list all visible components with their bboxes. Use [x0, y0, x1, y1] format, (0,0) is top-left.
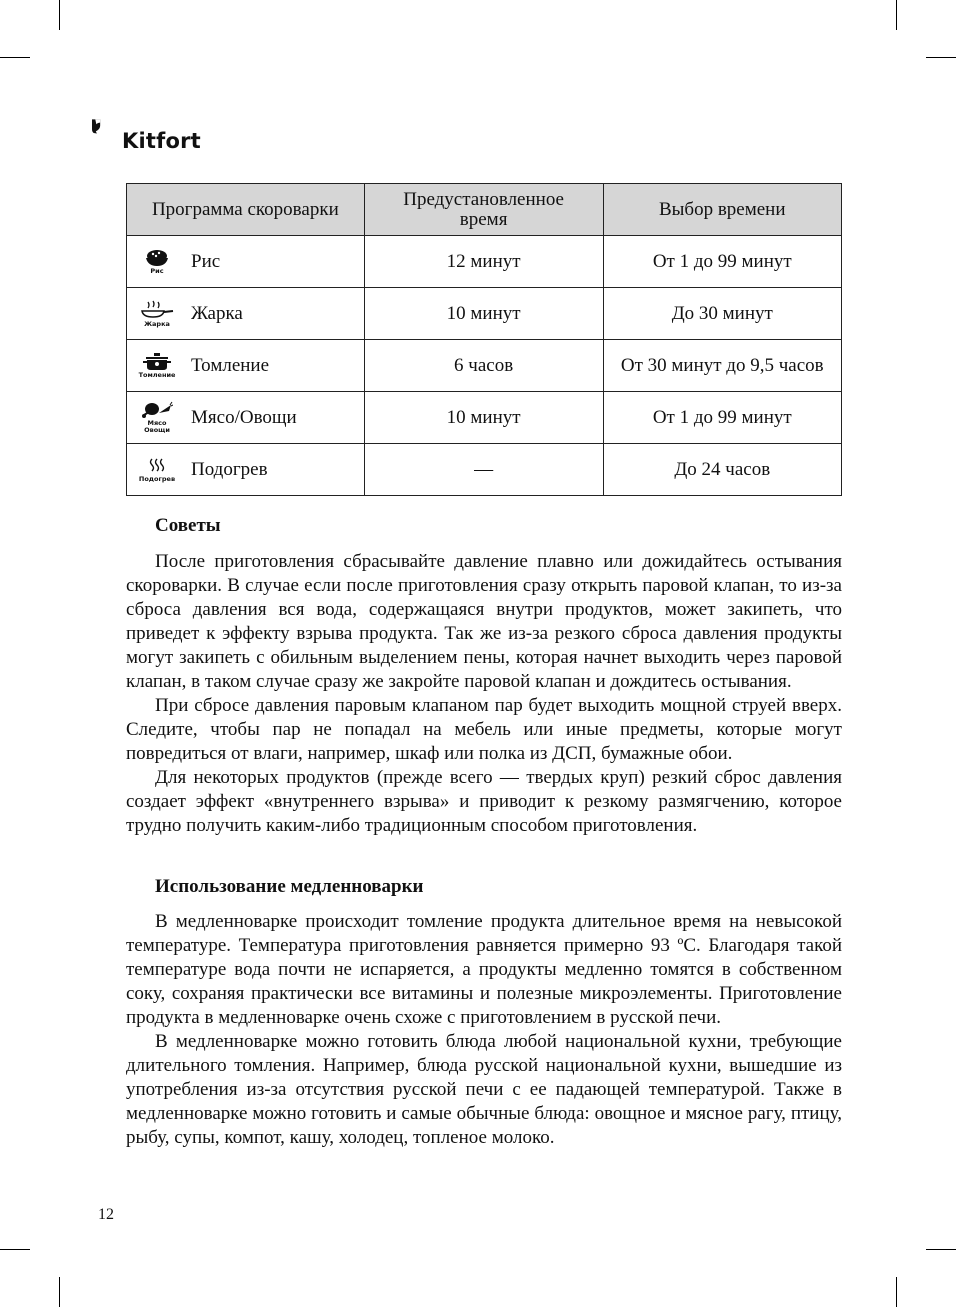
- crop-mark: [926, 1249, 956, 1250]
- paragraph: При сбросе давления паровым клапаном пар будет выходить мощной струей вверх. Следите, чтобы пар не попадал на мебель или иные предметы, которые могут повредиться от влаги, например, шкаф или полка из ДСП, бумажные обои.: [126, 695, 842, 764]
- program-name: Подогрев: [191, 458, 268, 480]
- crop-mark: [896, 0, 897, 30]
- column-header: Программа скороварки: [127, 184, 365, 236]
- paragraph: После приготовления сбрасывайте давление плавно или дожидайтесь остывания скороварки. В случае если после приготовления сразу открыть паровой клапан, то из-за сброса давления вся вода, содержащаяся внутри продуктов, может закипеть, что приведет к эффекту взрыва продукта. Так же из-за резкого сброса давления продукты могут закипеть с обильным выделением пены, которая начнет выходить через паровой клапан, в таком случае сразу же закройте паровой клапан и дождитесь остывания.: [126, 551, 842, 692]
- time-range: От 1 до 99 минут: [603, 236, 841, 288]
- crop-mark: [0, 57, 30, 58]
- crop-mark: [59, 1277, 60, 1307]
- heat-waves-icon: Подогрев: [127, 457, 187, 483]
- column-header: Выбор времени: [603, 184, 841, 236]
- rice-bowl-icon: Рис: [127, 249, 187, 275]
- section-heading-slow-cooker: Использование медленноварки: [155, 876, 424, 897]
- table-row: [127, 236, 842, 288]
- crop-mark: [59, 0, 60, 30]
- paragraph: Для некоторых продуктов (прежде всего — твердых круп) резкий сброс давления создает эффект «внутреннего взрыва» и приводит к резкому размягчению, которое трудно получить каким-либо традиционным способом приготовления.: [126, 767, 842, 836]
- preset-time: 10 минут: [364, 392, 603, 444]
- crop-mark: [896, 1277, 897, 1307]
- table-row: [127, 392, 842, 444]
- preset-time: 10 минут: [364, 288, 603, 340]
- kitfort-logo-icon: [92, 101, 122, 153]
- frying-pan-icon: Жарка: [127, 300, 187, 328]
- slow-cooker-body: [126, 910, 842, 1150]
- time-range: От 30 минут до 9,5 часов: [603, 340, 841, 392]
- program-name: Мясо/Овощи: [191, 406, 297, 428]
- program-name: Томление: [191, 354, 270, 376]
- preset-time: 6 часов: [364, 340, 603, 392]
- time-range: От 1 до 99 минут: [603, 392, 841, 444]
- pot-icon: Томление: [127, 353, 187, 379]
- tips-body: [126, 550, 842, 838]
- table-header-row: [127, 184, 842, 236]
- time-range: До 24 часов: [603, 444, 841, 496]
- crop-mark: [926, 57, 956, 58]
- preset-time: —: [364, 444, 603, 496]
- time-range: До 30 минут: [603, 288, 841, 340]
- meat-vegetable-icon: Мясо Овощи: [127, 401, 187, 434]
- preset-time: 12 минут: [364, 236, 603, 288]
- crop-mark: [0, 1249, 30, 1250]
- table-row: [127, 444, 842, 496]
- table-row: [127, 340, 842, 392]
- program-table: [126, 183, 842, 496]
- page-number: 12: [98, 1206, 114, 1223]
- paragraph: В медленноварке можно готовить блюда любой национальной кухни, требующие длительного томления. Например, блюда русской национальной кухни, вышедшие из употребления из-за отсутствия русской печи с ее падающей температурой. Также в медленноварке можно готовить и самые обычные блюда: овощное и мясное рагу, птицу, рыбу, супы, компот, кашу, холодец, топленое молоко.: [126, 1031, 842, 1148]
- section-heading-tips: Советы: [155, 515, 221, 536]
- program-name: Рис: [191, 250, 221, 272]
- table-row: [127, 288, 842, 340]
- paragraph: В медленноварке происходит томление продукта длительное время на невысокой температуре. Температура приготовления равняется примерно 93 ºС. Благодаря такой температуре вода почти не испаряется, а продукты медленно томятся в собственном соку, сохраняя практически все витамины и полезные микроэлементы. Приготовление продукта в медленноварке очень схоже с приготовлением в русской печи.: [126, 911, 842, 1028]
- program-name: Жарка: [191, 302, 243, 324]
- brand-name: Kitfort: [122, 129, 201, 153]
- column-header: Предустановленное время: [364, 184, 603, 236]
